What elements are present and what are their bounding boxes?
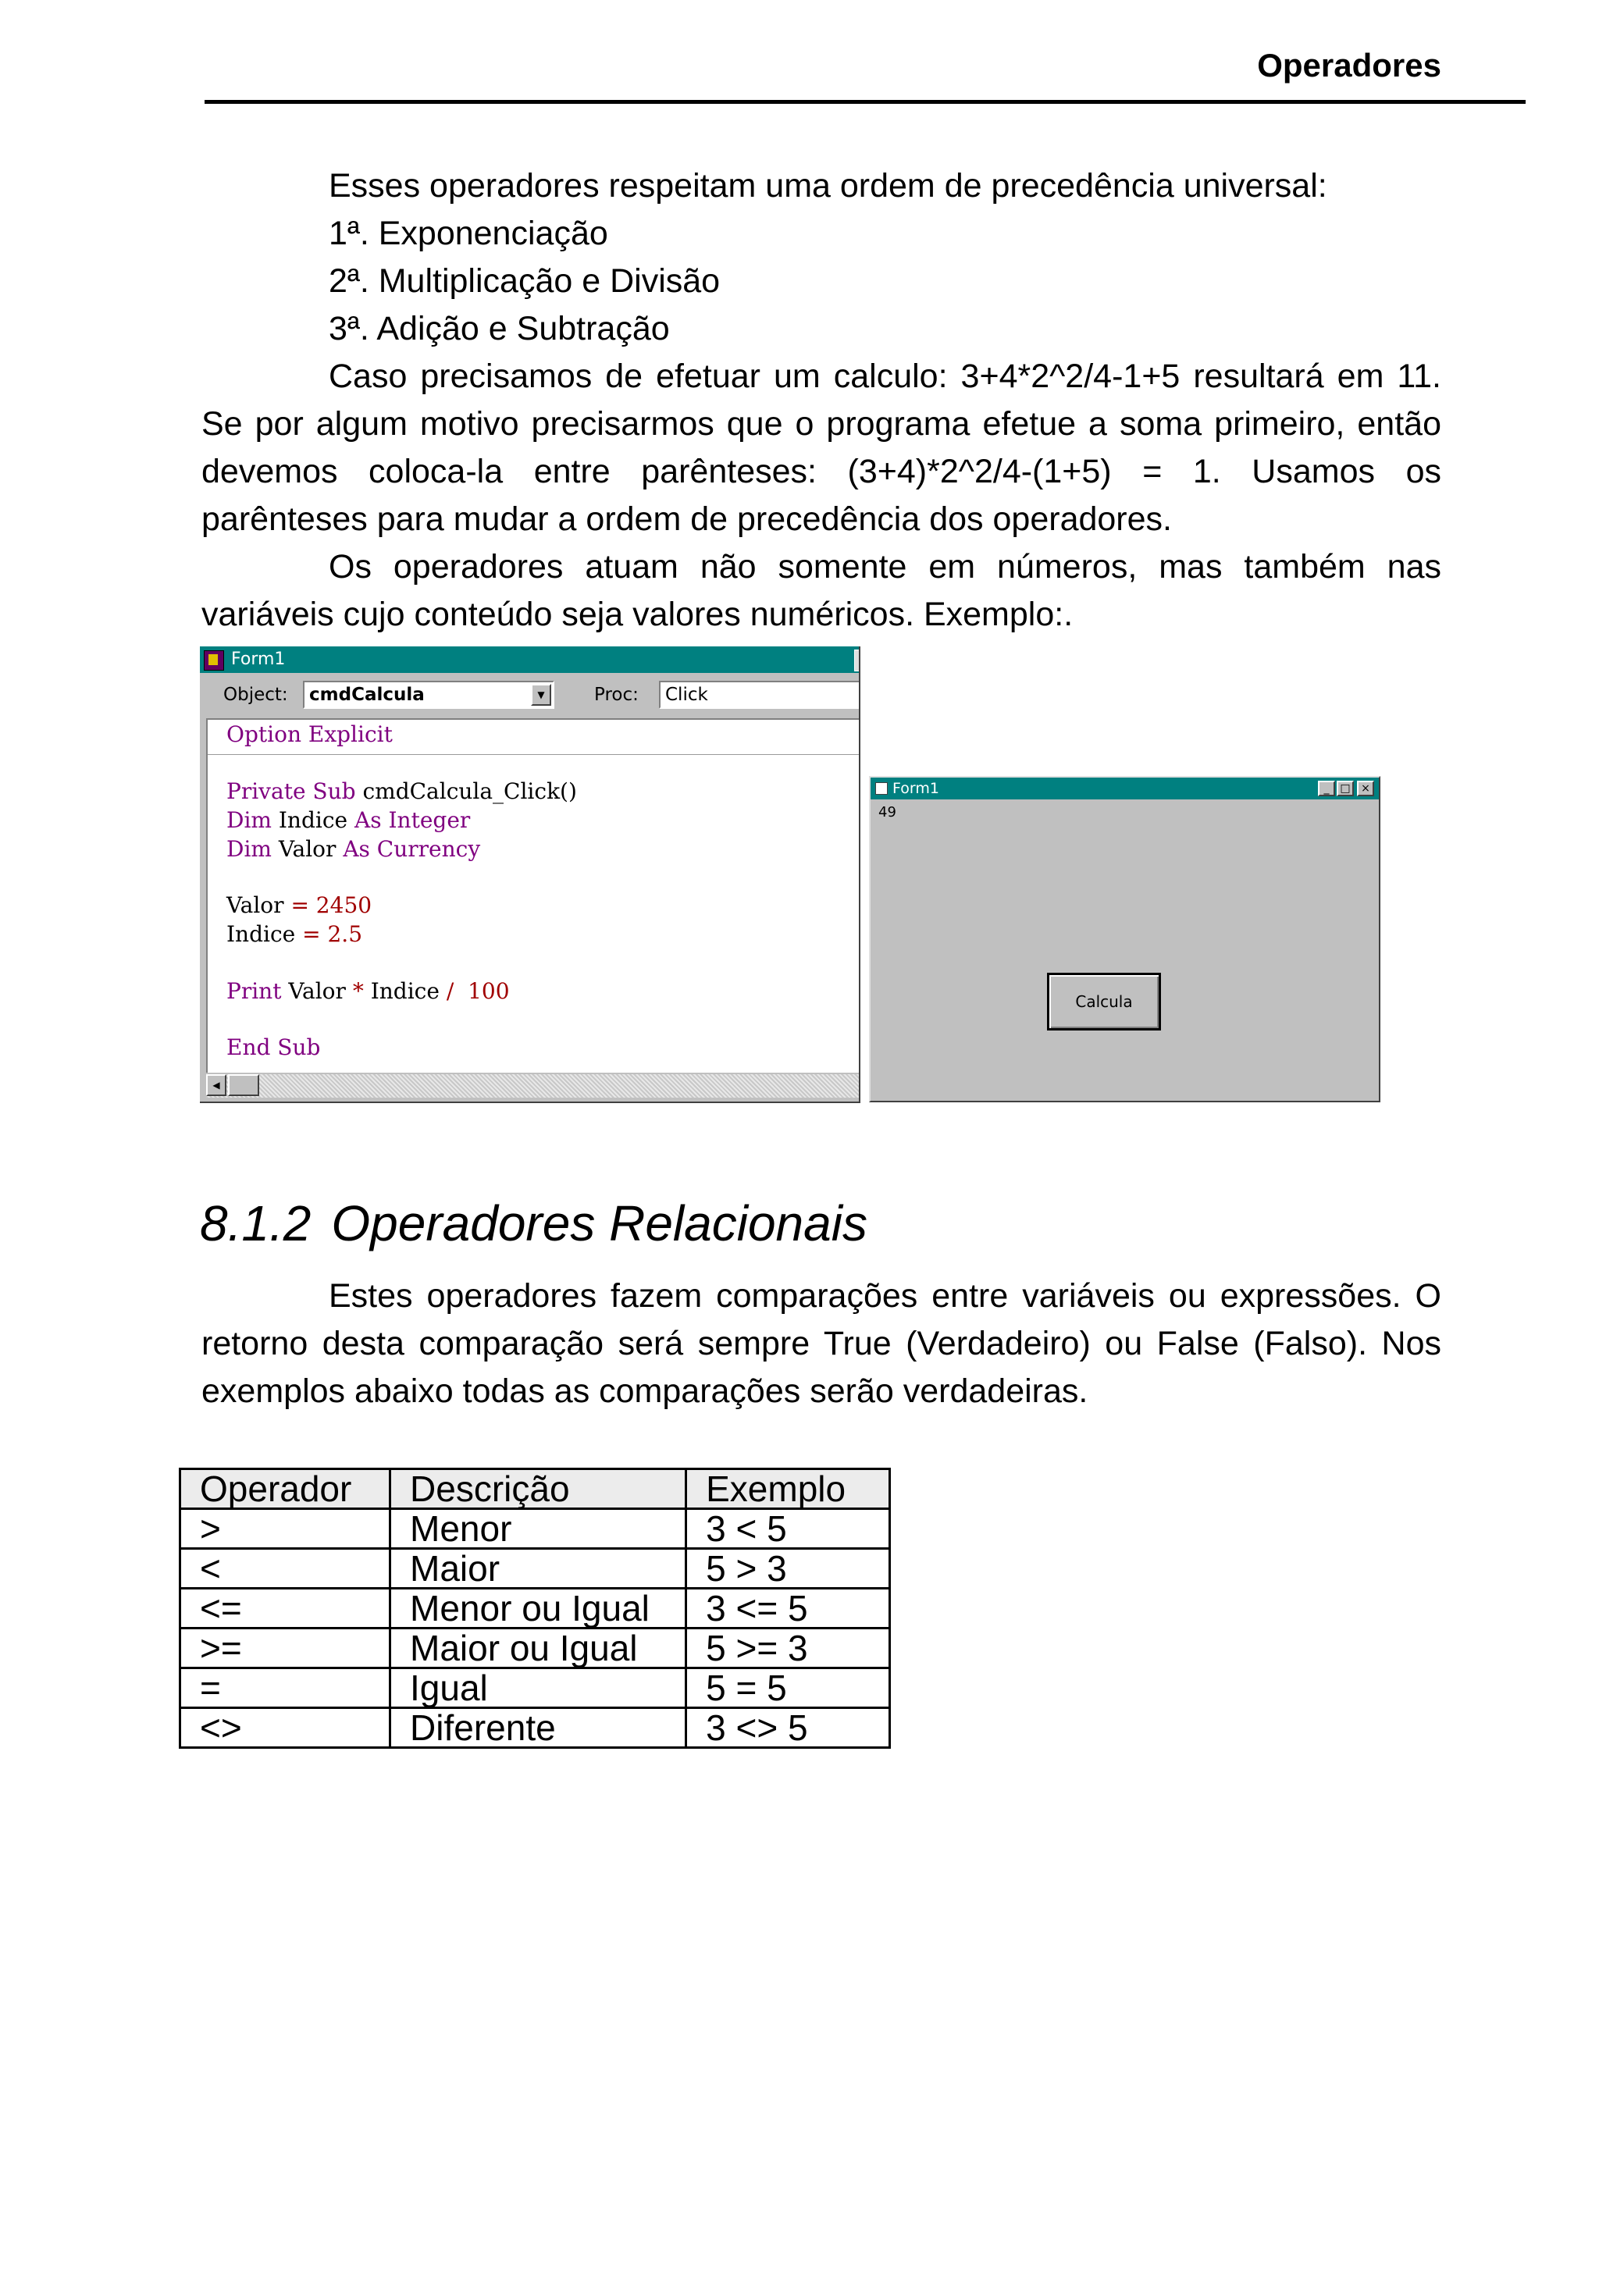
table-row (180, 1589, 890, 1629)
code-token: Indice (363, 978, 447, 1004)
code-token: Valor (226, 892, 284, 918)
object-label: Object: (223, 685, 288, 705)
table-row (180, 1549, 890, 1589)
code-token: = 2.5 (295, 921, 363, 947)
proc-dropdown[interactable] (659, 681, 860, 709)
code-token: Dim (226, 836, 272, 862)
code-token: As Integer (354, 807, 471, 833)
precedence-item-1: 1ª. Exponenciação (329, 215, 608, 252)
form-output-text: 49 (878, 804, 896, 821)
scroll-thumb[interactable] (228, 1074, 259, 1096)
code-token: As Currency (343, 836, 481, 862)
code-line-end-sub: End Sub (226, 1034, 321, 1060)
calcula-button-label: Calcula (1075, 992, 1133, 1011)
section-paragraph: Estes operadores fazem comparações entre variáveis ou expressões. O retorno desta comparação será sempre True (Verdadeiro) ou False (Falso). Nos exemplos abaixo todas as comparações serão verdadeiras. (201, 1277, 1441, 1410)
code-line-sub (226, 778, 577, 804)
table-header-cell: Operador (180, 1469, 390, 1509)
table-cell: = (180, 1668, 390, 1708)
proc-label: Proc: (594, 685, 639, 705)
form1-window (869, 776, 1380, 1102)
horizontal-scrollbar[interactable] (206, 1074, 860, 1098)
intro-text (201, 162, 1441, 639)
code-token: Dim (226, 807, 272, 833)
code-line-option-explicit: Option Explicit (226, 721, 393, 747)
code-token: = 2450 (283, 892, 372, 918)
section-number: 8.1.2 (200, 1195, 312, 1251)
table-cell: Igual (390, 1668, 686, 1708)
table-row (180, 1629, 890, 1668)
close-icon[interactable]: × (1357, 781, 1374, 796)
form-titlebar[interactable] (871, 778, 1379, 799)
object-dropdown[interactable] (303, 681, 554, 709)
table-header-cell: Descrição (390, 1469, 686, 1509)
operators-table (179, 1468, 891, 1749)
precedence-intro: Esses operadores respeitam uma ordem de precedência universal: (329, 167, 1327, 205)
table-cell: 5 = 5 (686, 1668, 890, 1708)
calcula-button[interactable] (1047, 973, 1161, 1031)
code-token: Private Sub (226, 778, 356, 804)
table-cell: Maior (390, 1549, 686, 1589)
code-token: Print (226, 978, 282, 1004)
code-line-print (226, 978, 510, 1004)
code-token: cmdCalcula_Click() (355, 778, 577, 804)
precedence-item-2: 2ª. Multiplicação e Divisão (329, 262, 721, 300)
table-cell: 5 >= 3 (686, 1629, 890, 1668)
table-row (180, 1509, 890, 1549)
header-rule (205, 100, 1526, 104)
page-header-title: Operadores (1257, 47, 1441, 84)
table-header-cell: Exemplo (686, 1469, 890, 1509)
table-cell: < (180, 1549, 390, 1589)
object-dropdown-value: cmdCalcula (309, 685, 425, 705)
precedence-item-3: 3ª. Adição e Subtração (329, 310, 670, 347)
code-line-assign-indice (226, 921, 362, 947)
ide-toolbar (200, 673, 859, 715)
section-title: Operadores Relacionais (331, 1195, 867, 1251)
ide-title: Form1 (231, 650, 286, 669)
table-cell: 3 < 5 (686, 1509, 890, 1549)
maximize-icon[interactable]: □ (1337, 781, 1354, 796)
form-icon (875, 782, 888, 795)
table-row (180, 1708, 890, 1748)
table-cell: Menor ou Igual (390, 1589, 686, 1629)
scroll-left-icon[interactable]: ◀ (206, 1074, 226, 1096)
code-token: Valor (271, 836, 344, 862)
code-line-dim-valor (226, 836, 480, 862)
table-cell: <= (180, 1589, 390, 1629)
code-line-dim-indice (226, 807, 470, 833)
paragraph-calc: Caso precisamos de efetuar um calculo: 3+4*2^2/4-1+5 resultará em 11. Se por algum motivo precisarmos que o programa efetue a soma primeiro, então devemos coloca-la entre parênteses: (3+4)*2^2/4-(1+5) = 1. Usamos os parênteses para mudar a ordem de precedência dos operadores. (201, 358, 1441, 538)
code-token: Valor (281, 978, 353, 1004)
table-cell: 3 <= 5 (686, 1589, 890, 1629)
ide-code-window (200, 646, 860, 1103)
code-line-assign-valor (226, 892, 372, 918)
minimize-icon[interactable]: _ (1318, 781, 1335, 796)
code-token: Indice (226, 921, 296, 947)
ide-titlebar[interactable] (200, 646, 859, 673)
form-title: Form1 (892, 780, 939, 797)
table-cell: Menor (390, 1509, 686, 1549)
code-token: / 100 (446, 978, 510, 1004)
code-token: * (352, 978, 364, 1004)
ide-title-edge (854, 650, 860, 671)
proc-dropdown-value: Click (665, 685, 708, 705)
chevron-down-icon[interactable]: ▼ (531, 684, 551, 706)
code-token: Indice (271, 807, 354, 833)
table-cell: 5 > 3 (686, 1549, 890, 1589)
paragraph-variables: Os operadores atuam não somente em números, mas também nas variáveis cujo conteúdo seja valores numéricos. Exemplo:. (201, 548, 1441, 633)
table-cell: > (180, 1509, 390, 1549)
table-row (180, 1668, 890, 1708)
code-editor[interactable] (206, 718, 860, 1073)
section-heading (200, 1194, 867, 1252)
section-text (201, 1273, 1441, 1415)
table-cell: Maior ou Igual (390, 1629, 686, 1668)
table-cell: <> (180, 1708, 390, 1748)
table-cell: 3 <> 5 (686, 1708, 890, 1748)
table-header-row (180, 1469, 890, 1509)
table-cell: >= (180, 1629, 390, 1668)
vb-app-icon (204, 650, 224, 671)
code-separator (208, 754, 860, 755)
table-cell: Diferente (390, 1708, 686, 1748)
